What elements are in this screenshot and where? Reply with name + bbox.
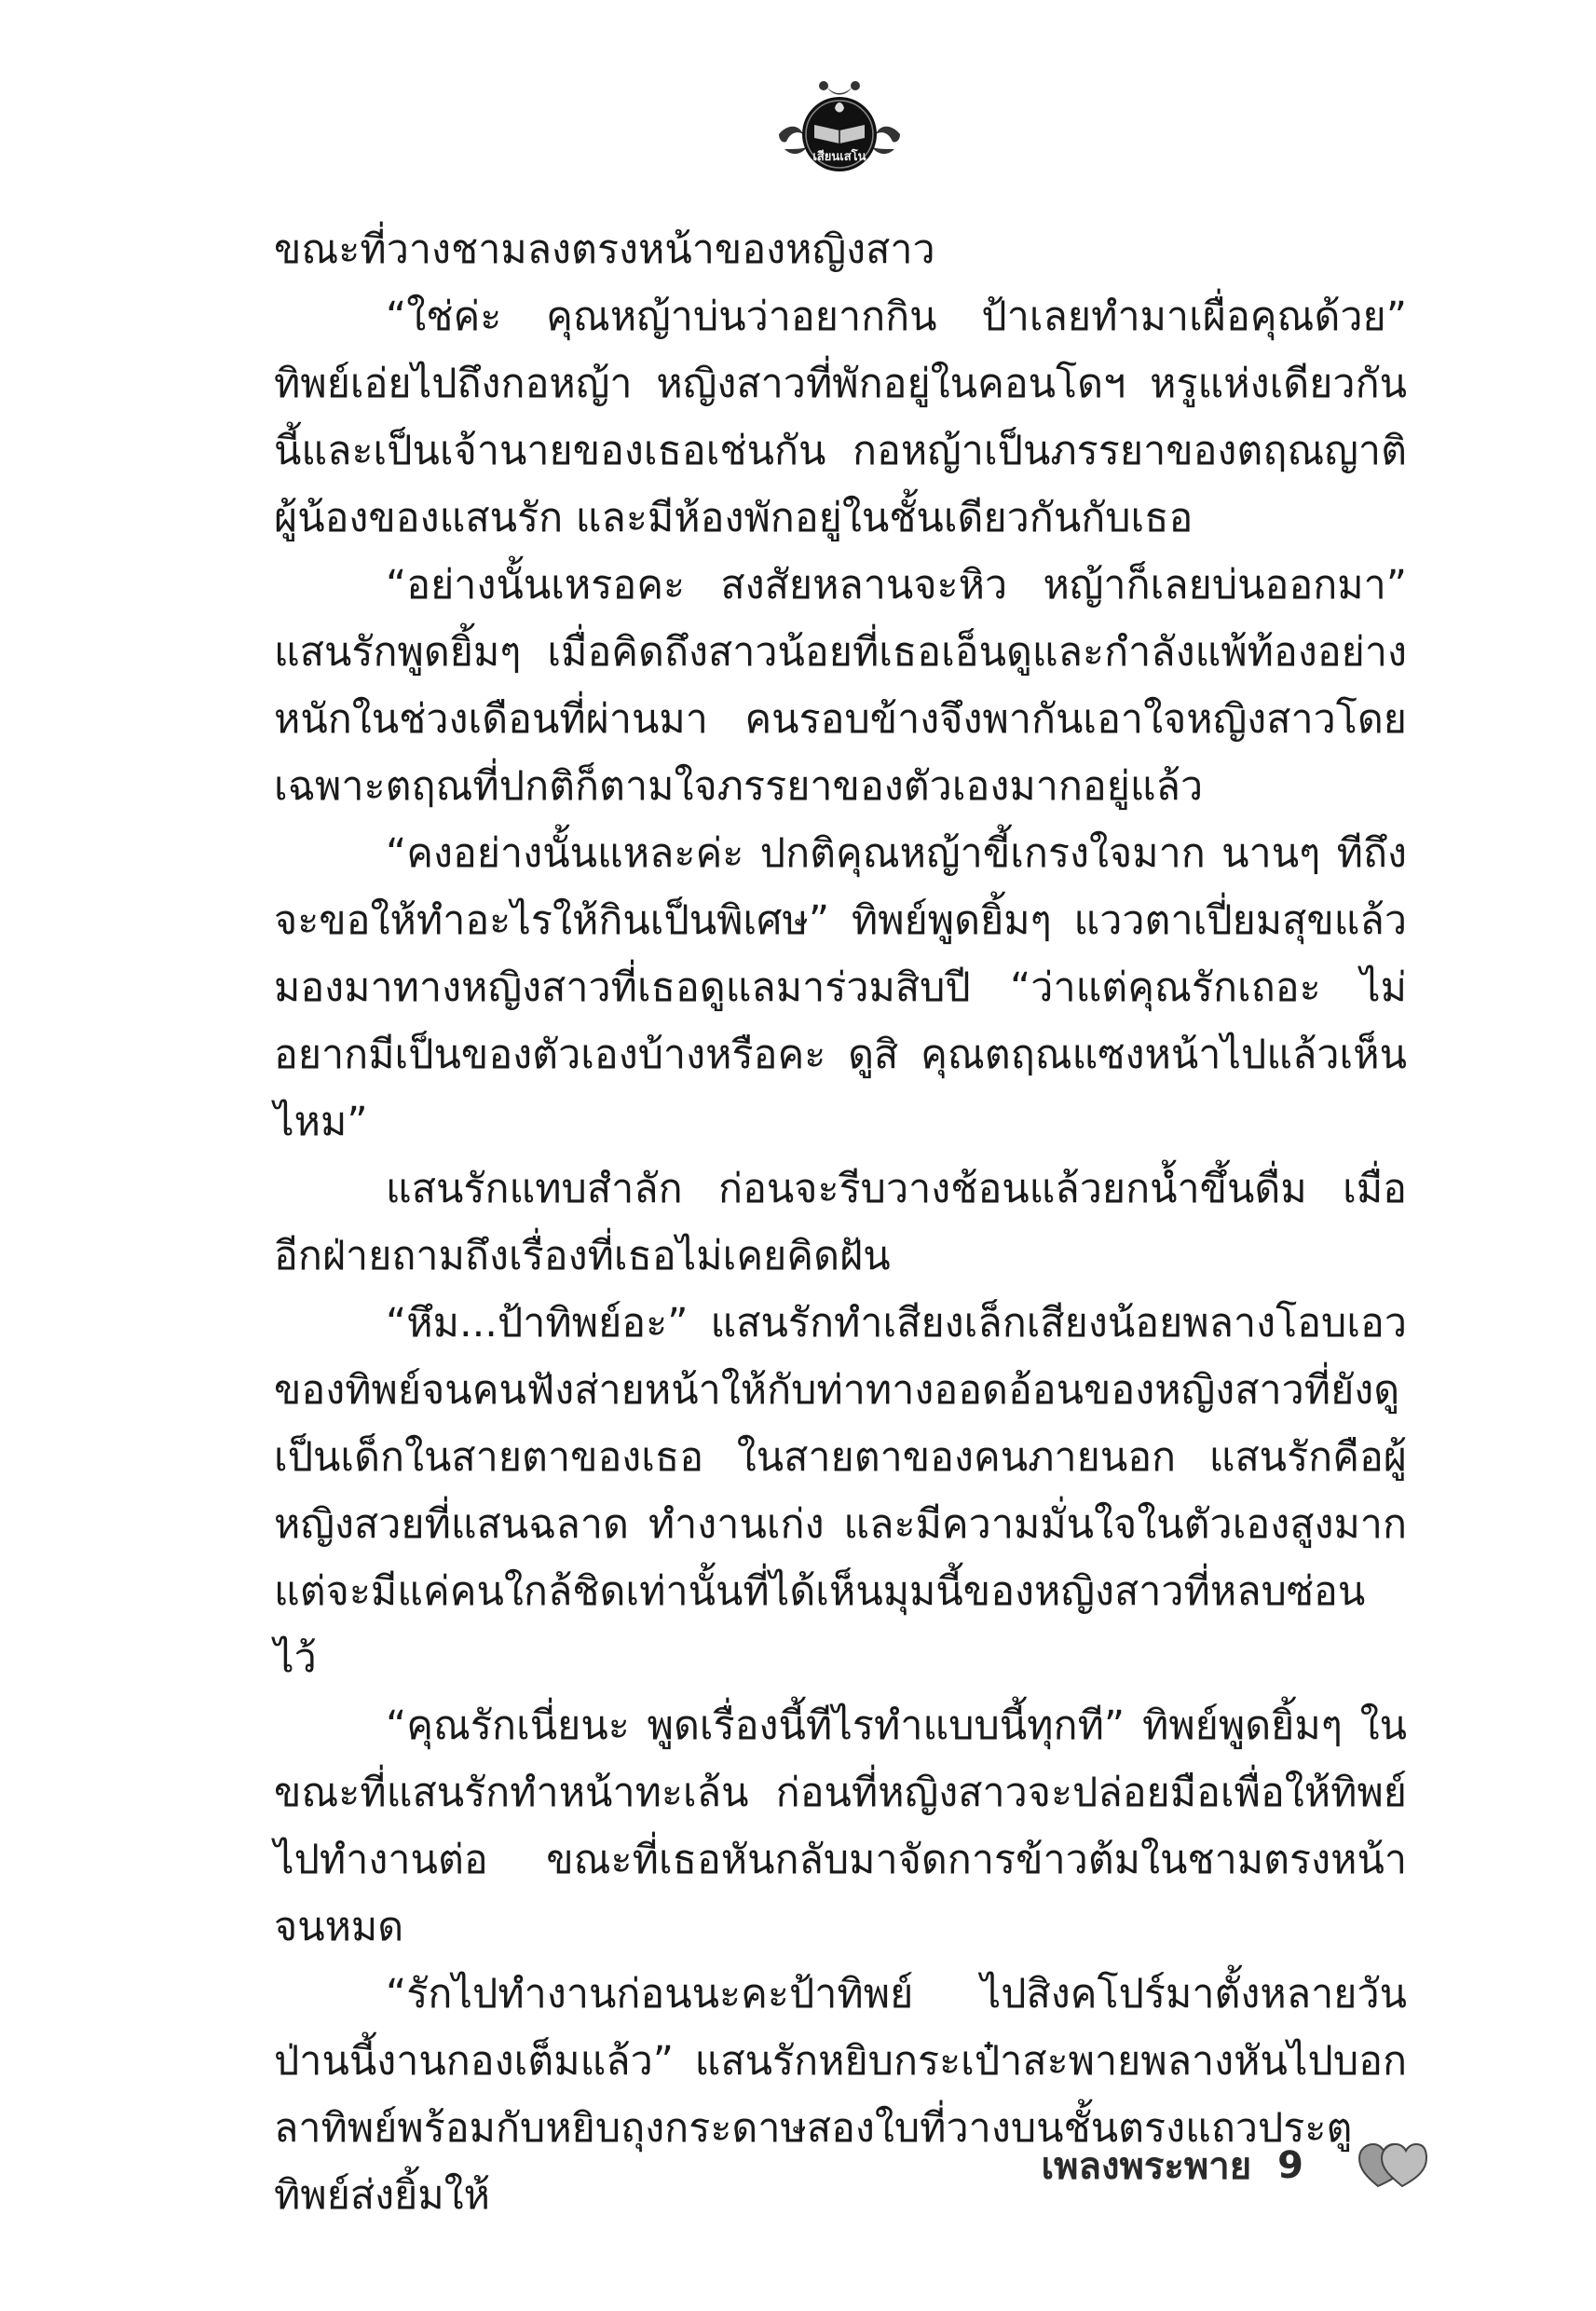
- paragraph: “หึม...ป้าทิพย์อะ” แสนรักทำเสียงเล็กเสียงน้อยพลางโอบเอวของทิพย์จนคนฟังส่ายหน้าให้กับท่าทางออดอ้อนของหญิงสาวที่ยังดูเป็นเด็กในสายตาของเธอ ในสายตาของคนภายนอก แสนรักคือผู้หญิงสวยที่แสนฉลาด ทำงานเก่ง และมีความมั่นใจในตัวเองสูงมาก แต่จะมีแค่คนใกล้ชิดเท่านั้นที่ได้เห็นมุมนี้ของหญิงสาวที่หลบซ่อนไว้: [274, 1300, 1407, 1682]
- hearts-icon: [1357, 2141, 1428, 2190]
- paragraph: “คงอย่างนั้นแหละค่ะ ปกติคุณหญ้าขี้เกรงใจมาก นานๆ ทีถึงจะขอให้ทำอะไรให้กินเป็นพิเศษ” ทิพย์พูดยิ้มๆ แววตาเปี่ยมสุขแล้วมองมาทางหญิงสาวที่เธอดูแลมาร่วมสิบปี “ว่าแต่คุณรักเถอะ ไม่อยากมีเป็นของตัวเองบ้างหรือคะ ดูสิ คุณตฤณแซงหน้าไปแล้วเห็นไหม”: [274, 830, 1407, 1145]
- publisher-logo: [770, 76, 909, 179]
- paragraph: ขณะที่วางชามลงตรงหน้าของหญิงสาว: [274, 226, 935, 273]
- paragraph: “คุณรักเนี่ยนะ พูดเรื่องนี้ทีไรทำแบบนี้ทุกที” ทิพย์พูดยิ้มๆ ในขณะที่แสนรักทำหน้าทะเล้น ก่อนที่หญิงสาวจะปล่อยมือเพื่อให้ทิพย์ไปทำงานต่อ ขณะที่เธอหันกลับมาจัดการข้าวต้มในชามตรงหน้าจนหมด: [274, 1702, 1407, 1950]
- paragraph: “ใช่ค่ะ คุณหญ้าบ่นว่าอยากกิน ป้าเลยทำมาเผื่อคุณด้วย” ทิพย์เอ่ยไปถึงกอหญ้า หญิงสาวที่พักอยู่ในคอนโดฯ หรูแห่งเดียวกันนี้และเป็นเจ้านายของเธอเช่นกัน กอหญ้าเป็นภรรยาของตฤณญาติผู้น้องของแสนรัก และมีห้องพักอยู่ในชั้นเดียวกันกับเธอ: [274, 294, 1407, 541]
- paragraph: “อย่างนั้นเหรอคะ สงสัยหลานจะหิว หญ้าก็เลยบ่นออกมา” แสนรักพูดยิ้มๆ เมื่อคิดถึงสาวน้อยที่เธอเอ็นดูและกำลังแพ้ท้องอย่างหนักในช่วงเดือนที่ผ่านมา คนรอบข้างจึงพากันเอาใจหญิงสาวโดยเฉพาะตฤณที่ปกติก็ตามใจภรรยาของตัวเองมากอยู่แล้ว: [274, 562, 1407, 810]
- page-footer: [1041, 2138, 1428, 2194]
- body-text: [274, 216, 1407, 2229]
- book-title: เพลงพระพาย: [1041, 2145, 1252, 2188]
- logo-text: เสียนเสโน: [812, 150, 866, 164]
- paragraph: “รักไปทำงานก่อนนะคะป้าทิพย์ ไปสิงคโปร์มาตั้งหลายวัน ป่านนี้งานกองเต็มแล้ว” แสนรักหยิบกระเป๋าสะพายพลางหันไปบอกลาทิพย์พร้อมกับหยิบถุงกระดาษสองใบที่วางบนชั้นตรงแถวประตู ทิพย์ส่งยิ้มให้: [274, 1971, 1407, 2219]
- paragraph: แสนรักแทบสำลัก ก่อนจะรีบวางช้อนแล้วยกน้ำขึ้นดื่ม เมื่ออีกฝ่ายถามถึงเรื่องที่เธอไม่เคยคิดฝัน: [274, 1166, 1407, 1279]
- page-number: 9: [1277, 2144, 1303, 2187]
